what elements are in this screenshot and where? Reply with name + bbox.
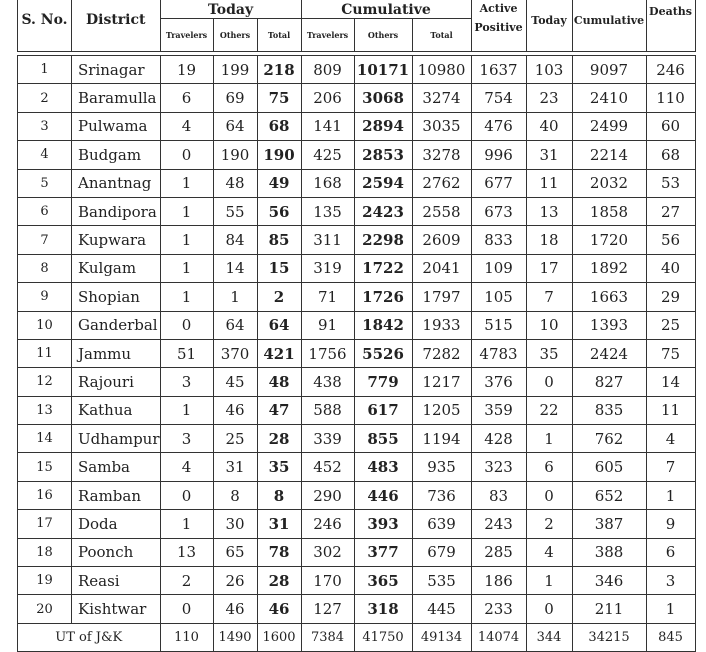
cum-total-cell: 2609 (412, 226, 471, 254)
cum-travelers-cell: 311 (301, 226, 354, 254)
recovered-today-cell: 13 (526, 197, 572, 225)
cum-total-cell: 1933 (412, 311, 471, 339)
district-cell: Udhampur (72, 425, 161, 453)
cum-others-cell: 2594 (354, 169, 412, 197)
cum-total-cell: 7282 (412, 339, 471, 367)
today-others-cell: 46 (213, 595, 257, 623)
cum-total-cell: 1194 (412, 425, 471, 453)
district-cell: Anantnag (72, 169, 161, 197)
cum-travelers-cell: 135 (301, 197, 354, 225)
today-travelers-cell: 0 (160, 481, 213, 509)
today-others-cell: 1 (213, 283, 257, 311)
table-row (18, 197, 696, 225)
deaths-cell: 68 (646, 141, 695, 169)
cum-total-cell: 2558 (412, 197, 471, 225)
cum-others-cell: 855 (354, 425, 412, 453)
recovered-today-cell: 6 (526, 453, 572, 481)
header-active-positive: Active Positive (471, 0, 526, 52)
cum-others-cell: 446 (354, 481, 412, 509)
table-body (18, 56, 696, 652)
recovered-cumulative-cell: 388 (572, 538, 646, 566)
recovered-today-cell: 22 (526, 396, 572, 424)
active-positive-cell: 515 (471, 311, 526, 339)
sno-cell: 14 (18, 425, 72, 453)
table-row (18, 311, 696, 339)
cum-travelers-cell: 91 (301, 311, 354, 339)
today-travelers-cell: 1 (160, 197, 213, 225)
recovered-cumulative-cell: 211 (572, 595, 646, 623)
cum-total-cell: 535 (412, 567, 471, 595)
district-cell: Jammu (72, 339, 161, 367)
sno-cell: 20 (18, 595, 72, 623)
today-total-cell: 64 (257, 311, 301, 339)
total-active-positive-cell: 14074 (471, 623, 526, 651)
recovered-today-cell: 1 (526, 567, 572, 595)
deaths-cell: 246 (646, 56, 695, 84)
deaths-cell: 40 (646, 254, 695, 282)
district-cell: Pulwama (72, 112, 161, 140)
recovered-cumulative-cell: 1663 (572, 283, 646, 311)
recovered-today-cell: 0 (526, 481, 572, 509)
cum-total-cell: 935 (412, 453, 471, 481)
cum-travelers-cell: 206 (301, 84, 354, 112)
today-travelers-cell: 1 (160, 283, 213, 311)
cum-travelers-cell: 290 (301, 481, 354, 509)
cum-travelers-cell: 588 (301, 396, 354, 424)
sno-cell: 9 (18, 283, 72, 311)
district-cell: Kulgam (72, 254, 161, 282)
recovered-today-cell: 17 (526, 254, 572, 282)
today-others-cell: 64 (213, 311, 257, 339)
header-district: District (72, 0, 161, 52)
recovered-cumulative-cell: 1892 (572, 254, 646, 282)
cum-others-cell: 2853 (354, 141, 412, 169)
district-cell: Kathua (72, 396, 161, 424)
cum-total-cell: 3035 (412, 112, 471, 140)
cum-travelers-cell: 809 (301, 56, 354, 84)
total-deaths-cell: 845 (646, 623, 695, 651)
deaths-cell: 14 (646, 368, 695, 396)
recovered-today-cell: 10 (526, 311, 572, 339)
active-positive-cell: 754 (471, 84, 526, 112)
today-total-cell: 78 (257, 538, 301, 566)
cum-travelers-cell: 302 (301, 538, 354, 566)
deaths-cell: 6 (646, 538, 695, 566)
table-row (18, 141, 696, 169)
cum-total-cell: 1217 (412, 368, 471, 396)
cum-others-cell: 3068 (354, 84, 412, 112)
deaths-cell: 53 (646, 169, 695, 197)
cum-total-cell: 2041 (412, 254, 471, 282)
sno-cell: 4 (18, 141, 72, 169)
today-travelers-cell: 1 (160, 396, 213, 424)
today-total-cell: 190 (257, 141, 301, 169)
recovered-today-cell: 11 (526, 169, 572, 197)
active-positive-cell: 105 (471, 283, 526, 311)
today-others-cell: 45 (213, 368, 257, 396)
deaths-cell: 4 (646, 425, 695, 453)
deaths-cell: 1 (646, 595, 695, 623)
active-positive-cell: 428 (471, 425, 526, 453)
table-row (18, 56, 696, 84)
recovered-today-cell: 2 (526, 510, 572, 538)
total-cum-travelers-cell: 7384 (301, 623, 354, 651)
today-total-cell: 68 (257, 112, 301, 140)
cum-travelers-cell: 141 (301, 112, 354, 140)
today-total-cell: 46 (257, 595, 301, 623)
cum-others-cell: 365 (354, 567, 412, 595)
today-others-cell: 25 (213, 425, 257, 453)
today-others-cell: 8 (213, 481, 257, 509)
table-row (18, 283, 696, 311)
cum-travelers-cell: 246 (301, 510, 354, 538)
total-cum-others-cell: 41750 (354, 623, 412, 651)
active-positive-cell: 83 (471, 481, 526, 509)
cum-travelers-cell: 319 (301, 254, 354, 282)
today-travelers-cell: 2 (160, 567, 213, 595)
table-row (18, 368, 696, 396)
header-today-travelers: Travelers (160, 19, 213, 52)
deaths-cell: 75 (646, 339, 695, 367)
cum-others-cell: 779 (354, 368, 412, 396)
active-positive-cell: 833 (471, 226, 526, 254)
total-cum-total-cell: 49134 (412, 623, 471, 651)
header-cum-others: Others (354, 19, 412, 52)
active-positive-cell: 285 (471, 538, 526, 566)
recovered-cumulative-cell: 2214 (572, 141, 646, 169)
today-total-cell: 35 (257, 453, 301, 481)
recovered-cumulative-cell: 2032 (572, 169, 646, 197)
cum-travelers-cell: 452 (301, 453, 354, 481)
sno-cell: 17 (18, 510, 72, 538)
cum-others-cell: 2298 (354, 226, 412, 254)
deaths-cell: 11 (646, 396, 695, 424)
active-positive-cell: 323 (471, 453, 526, 481)
deaths-cell: 3 (646, 567, 695, 595)
today-others-cell: 55 (213, 197, 257, 225)
today-others-cell: 30 (213, 510, 257, 538)
sno-cell: 13 (18, 396, 72, 424)
today-travelers-cell: 4 (160, 112, 213, 140)
recovered-cumulative-cell: 827 (572, 368, 646, 396)
active-positive-cell: 476 (471, 112, 526, 140)
today-total-cell: 421 (257, 339, 301, 367)
sno-cell: 6 (18, 197, 72, 225)
recovered-today-cell: 40 (526, 112, 572, 140)
today-total-cell: 28 (257, 567, 301, 595)
recovered-today-cell: 35 (526, 339, 572, 367)
cum-travelers-cell: 168 (301, 169, 354, 197)
today-travelers-cell: 51 (160, 339, 213, 367)
active-positive-cell: 677 (471, 169, 526, 197)
deaths-cell: 110 (646, 84, 695, 112)
cum-travelers-cell: 71 (301, 283, 354, 311)
table-row (18, 112, 696, 140)
cum-total-cell: 639 (412, 510, 471, 538)
header-today: Today (160, 0, 301, 19)
header-cumulative: Cumulative (301, 0, 471, 19)
today-travelers-cell: 6 (160, 84, 213, 112)
header-recovered-cumulative: Cumulative (572, 0, 646, 52)
total-today-others-cell: 1490 (213, 623, 257, 651)
recovered-today-cell: 18 (526, 226, 572, 254)
today-travelers-cell: 3 (160, 425, 213, 453)
recovered-cumulative-cell: 1720 (572, 226, 646, 254)
cum-total-cell: 1797 (412, 283, 471, 311)
header-today-total: Total (257, 19, 301, 52)
today-travelers-cell: 4 (160, 453, 213, 481)
cum-others-cell: 1722 (354, 254, 412, 282)
district-cell: Ganderbal (72, 311, 161, 339)
sno-cell: 12 (18, 368, 72, 396)
recovered-today-cell: 0 (526, 368, 572, 396)
active-positive-cell: 359 (471, 396, 526, 424)
header-today-others: Others (213, 19, 257, 52)
cum-total-cell: 445 (412, 595, 471, 623)
district-cell: Shopian (72, 283, 161, 311)
today-total-cell: 31 (257, 510, 301, 538)
today-others-cell: 14 (213, 254, 257, 282)
total-label: UT of J&K (18, 623, 161, 651)
table-row (18, 226, 696, 254)
cum-others-cell: 393 (354, 510, 412, 538)
deaths-cell: 29 (646, 283, 695, 311)
today-travelers-cell: 1 (160, 254, 213, 282)
sno-cell: 7 (18, 226, 72, 254)
sno-cell: 5 (18, 169, 72, 197)
today-others-cell: 26 (213, 567, 257, 595)
recovered-cumulative-cell: 605 (572, 453, 646, 481)
active-positive-cell: 4783 (471, 339, 526, 367)
district-covid-table (17, 0, 696, 652)
today-others-cell: 31 (213, 453, 257, 481)
cum-total-cell: 1205 (412, 396, 471, 424)
recovered-today-cell: 31 (526, 141, 572, 169)
sno-cell: 16 (18, 481, 72, 509)
cum-travelers-cell: 425 (301, 141, 354, 169)
district-cell: Ramban (72, 481, 161, 509)
header-cum-total: Total (412, 19, 471, 52)
cum-others-cell: 10171 (354, 56, 412, 84)
recovered-cumulative-cell: 762 (572, 425, 646, 453)
table-row (18, 339, 696, 367)
cum-travelers-cell: 127 (301, 595, 354, 623)
cum-others-cell: 483 (354, 453, 412, 481)
district-cell: Kupwara (72, 226, 161, 254)
table-row (18, 425, 696, 453)
recovered-cumulative-cell: 2499 (572, 112, 646, 140)
deaths-cell: 25 (646, 311, 695, 339)
cum-others-cell: 5526 (354, 339, 412, 367)
cum-travelers-cell: 438 (301, 368, 354, 396)
district-cell: Samba (72, 453, 161, 481)
sno-cell: 1 (18, 56, 72, 84)
district-cell: Srinagar (72, 56, 161, 84)
today-others-cell: 84 (213, 226, 257, 254)
cum-travelers-cell: 1756 (301, 339, 354, 367)
total-today-total-cell: 1600 (257, 623, 301, 651)
today-travelers-cell: 1 (160, 169, 213, 197)
active-positive-cell: 109 (471, 254, 526, 282)
deaths-cell: 1 (646, 481, 695, 509)
today-total-cell: 56 (257, 197, 301, 225)
cum-others-cell: 617 (354, 396, 412, 424)
today-total-cell: 8 (257, 481, 301, 509)
district-cell: Poonch (72, 538, 161, 566)
table-row (18, 595, 696, 623)
active-positive-cell: 673 (471, 197, 526, 225)
header-deaths: Deaths (646, 0, 695, 52)
deaths-cell: 7 (646, 453, 695, 481)
today-total-cell: 49 (257, 169, 301, 197)
today-total-cell: 85 (257, 226, 301, 254)
table-row (18, 538, 696, 566)
table-row (18, 453, 696, 481)
today-travelers-cell: 19 (160, 56, 213, 84)
district-cell: Budgam (72, 141, 161, 169)
cum-others-cell: 1842 (354, 311, 412, 339)
today-travelers-cell: 0 (160, 311, 213, 339)
sno-cell: 11 (18, 339, 72, 367)
district-cell: Baramulla (72, 84, 161, 112)
district-cell: Rajouri (72, 368, 161, 396)
deaths-cell: 56 (646, 226, 695, 254)
today-travelers-cell: 13 (160, 538, 213, 566)
cum-others-cell: 2423 (354, 197, 412, 225)
recovered-cumulative-cell: 1858 (572, 197, 646, 225)
recovered-today-cell: 7 (526, 283, 572, 311)
table-row (18, 481, 696, 509)
cum-total-cell: 2762 (412, 169, 471, 197)
table-row (18, 396, 696, 424)
today-total-cell: 218 (257, 56, 301, 84)
today-total-cell: 15 (257, 254, 301, 282)
recovered-today-cell: 103 (526, 56, 572, 84)
district-cell: Doda (72, 510, 161, 538)
header-cum-travelers: Travelers (301, 19, 354, 52)
cum-total-cell: 679 (412, 538, 471, 566)
total-row (18, 623, 696, 651)
header-sno: S. No. (18, 0, 72, 52)
table-row (18, 510, 696, 538)
recovered-cumulative-cell: 2424 (572, 339, 646, 367)
cum-others-cell: 1726 (354, 283, 412, 311)
today-travelers-cell: 0 (160, 595, 213, 623)
recovered-cumulative-cell: 387 (572, 510, 646, 538)
active-positive-cell: 233 (471, 595, 526, 623)
today-others-cell: 69 (213, 84, 257, 112)
sno-cell: 19 (18, 567, 72, 595)
deaths-cell: 9 (646, 510, 695, 538)
recovered-today-cell: 4 (526, 538, 572, 566)
today-others-cell: 48 (213, 169, 257, 197)
today-total-cell: 2 (257, 283, 301, 311)
recovered-today-cell: 23 (526, 84, 572, 112)
sno-cell: 18 (18, 538, 72, 566)
today-travelers-cell: 1 (160, 510, 213, 538)
district-cell: Kishtwar (72, 595, 161, 623)
cum-travelers-cell: 339 (301, 425, 354, 453)
sno-cell: 2 (18, 84, 72, 112)
today-travelers-cell: 1 (160, 226, 213, 254)
recovered-cumulative-cell: 2410 (572, 84, 646, 112)
recovered-cumulative-cell: 652 (572, 481, 646, 509)
cum-travelers-cell: 170 (301, 567, 354, 595)
cum-total-cell: 3278 (412, 141, 471, 169)
sno-cell: 15 (18, 453, 72, 481)
active-positive-cell: 1637 (471, 56, 526, 84)
cum-total-cell: 3274 (412, 84, 471, 112)
cum-others-cell: 318 (354, 595, 412, 623)
today-others-cell: 64 (213, 112, 257, 140)
table-row (18, 254, 696, 282)
active-positive-cell: 996 (471, 141, 526, 169)
table-row (18, 567, 696, 595)
today-travelers-cell: 3 (160, 368, 213, 396)
today-total-cell: 47 (257, 396, 301, 424)
active-positive-cell: 376 (471, 368, 526, 396)
header-recovered-today: Today (526, 0, 572, 52)
sno-cell: 10 (18, 311, 72, 339)
today-others-cell: 65 (213, 538, 257, 566)
recovered-cumulative-cell: 1393 (572, 311, 646, 339)
total-recovered-cumulative-cell: 34215 (572, 623, 646, 651)
today-others-cell: 199 (213, 56, 257, 84)
active-positive-cell: 243 (471, 510, 526, 538)
total-recovered-today-cell: 344 (526, 623, 572, 651)
recovered-cumulative-cell: 835 (572, 396, 646, 424)
recovered-today-cell: 1 (526, 425, 572, 453)
district-cell: Reasi (72, 567, 161, 595)
sno-cell: 8 (18, 254, 72, 282)
recovered-today-cell: 0 (526, 595, 572, 623)
today-total-cell: 28 (257, 425, 301, 453)
cum-total-cell: 10980 (412, 56, 471, 84)
cum-others-cell: 2894 (354, 112, 412, 140)
cum-total-cell: 736 (412, 481, 471, 509)
recovered-cumulative-cell: 346 (572, 567, 646, 595)
recovered-cumulative-cell: 9097 (572, 56, 646, 84)
district-cell: Bandipora (72, 197, 161, 225)
total-today-travelers-cell: 110 (160, 623, 213, 651)
sno-cell: 3 (18, 112, 72, 140)
deaths-cell: 27 (646, 197, 695, 225)
table-row (18, 169, 696, 197)
cum-others-cell: 377 (354, 538, 412, 566)
table-row (18, 84, 696, 112)
today-travelers-cell: 0 (160, 141, 213, 169)
today-others-cell: 370 (213, 339, 257, 367)
deaths-cell: 60 (646, 112, 695, 140)
today-others-cell: 190 (213, 141, 257, 169)
today-total-cell: 75 (257, 84, 301, 112)
today-others-cell: 46 (213, 396, 257, 424)
active-positive-cell: 186 (471, 567, 526, 595)
today-total-cell: 48 (257, 368, 301, 396)
